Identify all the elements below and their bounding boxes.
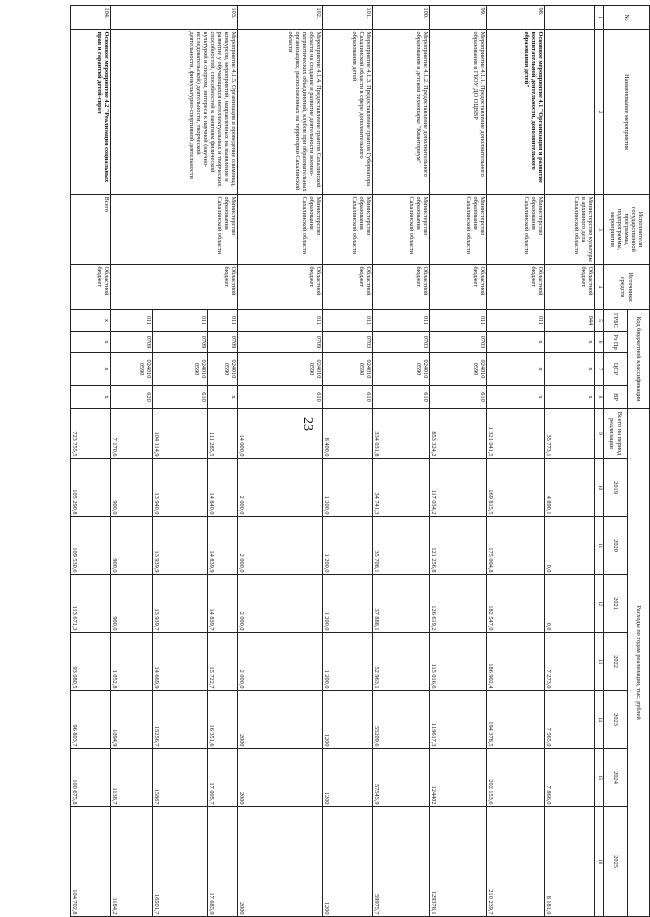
- expenses-table: [70, 5, 650, 917]
- year-value: 7 866,0: [545, 749, 595, 807]
- year-value: 15 722,7: [208, 633, 238, 691]
- activity-name: Мероприятие 4.1.4. Предоставление грантов Сахалинской области на создание и развитие деятельности военно-патриотических объединений, клубов при образовательных организациях, расположенных на территории Сахалинской области: [238, 30, 323, 195]
- row-number: 100.: [373, 6, 430, 30]
- year-value: 34 741,3: [373, 459, 430, 517]
- total-value: 853 324,2: [430, 409, 487, 459]
- vr-code: x: [208, 386, 238, 409]
- col-name-header: Наименование мероприятия: [604, 30, 650, 195]
- activity-name: Мероприятие 4.1.1. Предоставление дополнительного образования в ГБОУ ДО ОЦВВР: [430, 30, 487, 195]
- year-value: 1200: [323, 749, 373, 807]
- year-value: 121 256,8: [430, 517, 487, 575]
- year-value: 113 671,3: [71, 575, 111, 633]
- rzpr-code: 0703: [430, 332, 487, 353]
- activity-name: Мероприятие 4.1.2. Предоставление дополнительного образования в детском технопарке "Кванториум": [373, 30, 430, 195]
- row-number: [545, 6, 595, 30]
- year-value: 1 200,0: [323, 633, 373, 691]
- col-year-header: 2024: [604, 749, 628, 807]
- col-rzpr-header: Рз Пр: [604, 332, 628, 353]
- total-value: 104 114,9: [153, 409, 208, 459]
- activity-name: [545, 30, 595, 195]
- executor: Всего: [71, 195, 111, 265]
- csr-code: x: [487, 353, 545, 386]
- col-index: 9: [595, 409, 604, 459]
- year-value: 8 181,0: [545, 807, 595, 917]
- grbs-code: 011: [430, 310, 487, 332]
- rotated-table-area: [71, 5, 650, 915]
- table-row: [545, 6, 595, 917]
- rzpr-code: 0709: [238, 332, 323, 353]
- executor: Министерство образования Сахалинской области: [323, 195, 373, 265]
- year-value: 2 000,0: [238, 633, 323, 691]
- csr-code: 024010 0590: [111, 353, 153, 386]
- year-value: 1138,7: [111, 749, 153, 807]
- year-value: 126 619,2: [430, 575, 487, 633]
- vr-code: 610: [238, 386, 323, 409]
- col-index: 16: [595, 807, 604, 917]
- grbs-code: 011: [487, 310, 545, 332]
- total-value: 1 321 041,5: [487, 409, 545, 459]
- year-value: 0,0: [545, 575, 595, 633]
- col-csr-header: ЦСР: [604, 353, 628, 386]
- column-index-row: [595, 6, 604, 917]
- rzpr-code: 0703: [373, 332, 430, 353]
- year-value: 14 839,9: [208, 517, 238, 575]
- csr-code: 024010 0590: [238, 353, 323, 386]
- year-value: 2 000,0: [238, 517, 323, 575]
- year-value: 109 530,6: [71, 517, 111, 575]
- vr-code: 610: [153, 386, 208, 409]
- year-value: 1 200,0: [323, 517, 373, 575]
- year-value: 2000: [238, 749, 323, 807]
- year-value: 2000: [238, 691, 323, 749]
- col-total-header: Всего на период реализации: [604, 409, 628, 459]
- year-value: 17 005,7: [208, 749, 238, 807]
- col-vr-header: ВР: [604, 386, 628, 409]
- vr-code: 610: [373, 386, 430, 409]
- total-value: 14 000,0: [238, 409, 323, 459]
- year-value: 7 565,0: [545, 691, 595, 749]
- year-value: 2 000,0: [238, 575, 323, 633]
- csr-code: x: [71, 353, 111, 386]
- year-value: 194 378,5: [487, 691, 545, 749]
- rzpr-code: 0709: [111, 332, 153, 353]
- funding-source: Областной бюджет: [71, 265, 111, 310]
- year-value: 13 939,7: [153, 575, 208, 633]
- year-value: 15867: [153, 749, 208, 807]
- rzpr-code: 0709: [153, 332, 208, 353]
- year-value: 1184,2: [111, 807, 153, 917]
- col-no-header: №: [604, 6, 650, 30]
- csr-code: 024010 0590: [430, 353, 487, 386]
- col-year-header: 2020: [604, 517, 628, 575]
- year-value: 186 902,4: [487, 633, 545, 691]
- table-row: [208, 6, 238, 917]
- vr-code: 610: [430, 386, 487, 409]
- col-index: 15: [595, 749, 604, 807]
- total-value: 111 285,5: [208, 409, 238, 459]
- col-year-header: 2019: [604, 459, 628, 517]
- grbs-code: 011: [238, 310, 323, 332]
- col-year-header: 2023: [604, 691, 628, 749]
- year-value: 16 351,6: [208, 691, 238, 749]
- col-expenses-header: Расходы по годам реализации, тыс. рублей: [628, 409, 650, 917]
- table-row: [430, 6, 487, 917]
- page-number: 23: [300, 417, 315, 431]
- col-year-header: 2025: [604, 807, 628, 917]
- activity-name: Мероприятие 4.1.3. Предоставление грантов Губернатора Сахалинской области в сфере дополнительного образования детей: [323, 30, 373, 195]
- col-index: 7: [595, 353, 604, 386]
- rzpr-code: 0703: [323, 332, 373, 353]
- grbs-code: 011: [323, 310, 373, 332]
- grbs-code: 011: [153, 310, 208, 332]
- col-index: 8: [595, 386, 604, 409]
- year-value: 59975,7: [373, 807, 430, 917]
- vr-code: x: [545, 386, 595, 409]
- row-number: 103.: [111, 6, 238, 30]
- year-value: 57545,9: [373, 749, 430, 807]
- year-value: 17 685,9: [208, 807, 238, 917]
- table-row: [323, 6, 373, 917]
- grbs-code: x: [71, 310, 111, 332]
- col-index: 4: [595, 265, 604, 310]
- year-value: 13 939,9: [153, 517, 208, 575]
- year-value: 900,0: [111, 517, 153, 575]
- col-grbs-header: ГРБС: [604, 310, 628, 332]
- year-value: 105 290,8: [71, 459, 111, 517]
- grbs-code: 011: [111, 310, 153, 332]
- header-row-1: [628, 6, 650, 917]
- funding-source: Областной бюджет: [323, 265, 373, 310]
- vr-code: x: [71, 386, 111, 409]
- grbs-code: 044: [545, 310, 595, 332]
- col-index: 12: [595, 575, 604, 633]
- csr-code: 024010 0590: [208, 353, 238, 386]
- year-value: 93 080,5: [71, 633, 111, 691]
- col-budget-code-header: Код бюджетной классификации: [628, 310, 650, 409]
- total-value: 723 755,5: [71, 409, 111, 459]
- funding-source: Областной бюджет: [238, 265, 323, 310]
- year-value: 14 840,0: [208, 459, 238, 517]
- year-value: 13 940,0: [153, 459, 208, 517]
- activity-name: Мероприятие 4.1.5. Организация и проведение олимпиад, конкурсов, мероприятий, направленных на выявление и развитие у обучающихся интеллектуальных и творческих способностей, способностей к занятиям физической культурой и спортом, интереса к научной (научно-исследовательской) деятельности, творческой деятельности, физкультурно-спортивной деятельности: [111, 30, 238, 195]
- total-value: 334 031,8: [373, 409, 430, 459]
- year-value: 104 702,8: [71, 807, 111, 917]
- year-value: 1094,9: [111, 691, 153, 749]
- funding-source: Областной бюджет: [545, 265, 595, 310]
- row-number: 101.: [323, 6, 373, 30]
- col-year-header: 2021: [604, 575, 628, 633]
- csr-code: x: [545, 353, 595, 386]
- table-row: [373, 6, 430, 917]
- year-value: 2 000,0: [238, 459, 323, 517]
- grbs-code: 011: [208, 310, 238, 332]
- executor: Министерство образования Сахалинской области: [430, 195, 487, 265]
- vr-code: 610: [323, 386, 373, 409]
- col-index: 14: [595, 691, 604, 749]
- activity-name: Основное мероприятие 4.2 "Реализация социальных прав и гарантий детей-сирот: [71, 30, 111, 195]
- year-value: 169 815,5: [487, 459, 545, 517]
- csr-code: 024010 0590: [323, 353, 373, 386]
- col-index: 11: [595, 517, 604, 575]
- year-value: 119617,3: [430, 691, 487, 749]
- col-index: 5: [595, 310, 604, 332]
- executor: Министерство культуры и архивного дела Сахалинской области: [545, 195, 595, 265]
- year-value: 16501,7: [153, 807, 208, 917]
- col-source-header: Источники средств: [604, 265, 650, 310]
- col-year-header: 2022: [604, 633, 628, 691]
- funding-source: Областной бюджет: [430, 265, 487, 310]
- year-value: 1200: [323, 807, 373, 917]
- col-index: 1: [595, 6, 604, 30]
- year-value: 1 200,0: [323, 459, 373, 517]
- row-number: 98.: [487, 6, 545, 30]
- funding-source: Областной бюджет: [111, 265, 238, 310]
- year-value: 35 708,1: [373, 517, 430, 575]
- year-value: 129378,1: [430, 807, 487, 917]
- year-value: 175 004,8: [487, 517, 545, 575]
- year-value: 900,0: [111, 575, 153, 633]
- year-value: 37 888,1: [373, 575, 430, 633]
- col-index: 13: [595, 633, 604, 691]
- funding-source: Областной бюджет: [487, 265, 545, 310]
- year-value: 0,0: [545, 517, 595, 575]
- year-value: 1 200,0: [323, 575, 373, 633]
- year-value: 55209,6: [373, 691, 430, 749]
- table-row: [487, 6, 545, 917]
- year-value: 96 803,7: [71, 691, 111, 749]
- table-row: [71, 6, 111, 917]
- csr-code: 024010 0590: [373, 353, 430, 386]
- year-value: 2000: [238, 807, 323, 917]
- rzpr-code: x: [487, 332, 545, 353]
- year-value: 15256,7: [153, 691, 208, 749]
- row-number: 104.: [71, 6, 111, 30]
- rzpr-code: 0709: [208, 332, 238, 353]
- year-value: 202 153,6: [487, 749, 545, 807]
- year-value: 52 963,1: [373, 633, 430, 691]
- year-value: 115 016,6: [430, 633, 487, 691]
- col-index: 10: [595, 459, 604, 517]
- year-value: 117 034,2: [430, 459, 487, 517]
- vr-code: x: [487, 386, 545, 409]
- executor: Министерство образования Сахалинской области: [487, 195, 545, 265]
- year-value: 14 839,7: [208, 575, 238, 633]
- activity-name: Основное мероприятие 4.1 "Организация и развитие воспитательной деятельности, дополнительного образования детей": [487, 30, 545, 195]
- year-value: 4 890,1: [545, 459, 595, 517]
- rzpr-code: x: [545, 332, 595, 353]
- rzpr-code: x: [71, 332, 111, 353]
- year-value: 210 239,7: [487, 807, 545, 917]
- col-executor-header: Исполнители государственной программы, подпрограммы, мероприятия: [604, 195, 650, 265]
- funding-source: Областной бюджет: [373, 265, 430, 310]
- vr-code: 620: [111, 386, 153, 409]
- executor: Министерство образования Сахалинской области: [238, 195, 323, 265]
- year-value: 1 052,8: [111, 633, 153, 691]
- year-value: 7 273,0: [545, 633, 595, 691]
- grbs-code: 011: [373, 310, 430, 332]
- year-value: 1200: [323, 691, 373, 749]
- total-value: 35 773,1: [545, 409, 595, 459]
- year-value: 900,0: [111, 459, 153, 517]
- col-index: 2: [595, 30, 604, 195]
- year-value: 14 669,9: [153, 633, 208, 691]
- row-number: 99.: [430, 6, 487, 30]
- executor: Министерство образования Сахалинской области: [111, 195, 238, 265]
- total-value: 8 400,0: [323, 409, 373, 459]
- row-number: 102.: [238, 6, 323, 30]
- total-value: 7 170,6: [111, 409, 153, 459]
- table-row: [238, 6, 323, 917]
- executor: Министерство образования Сахалинской области: [373, 195, 430, 265]
- csr-code: 024010 0590: [153, 353, 208, 386]
- year-value: 182 547,0: [487, 575, 545, 633]
- year-value: 100 675,8: [71, 749, 111, 807]
- year-value: 124402: [430, 749, 487, 807]
- col-index: 3: [595, 195, 604, 265]
- col-index: 6: [595, 332, 604, 353]
